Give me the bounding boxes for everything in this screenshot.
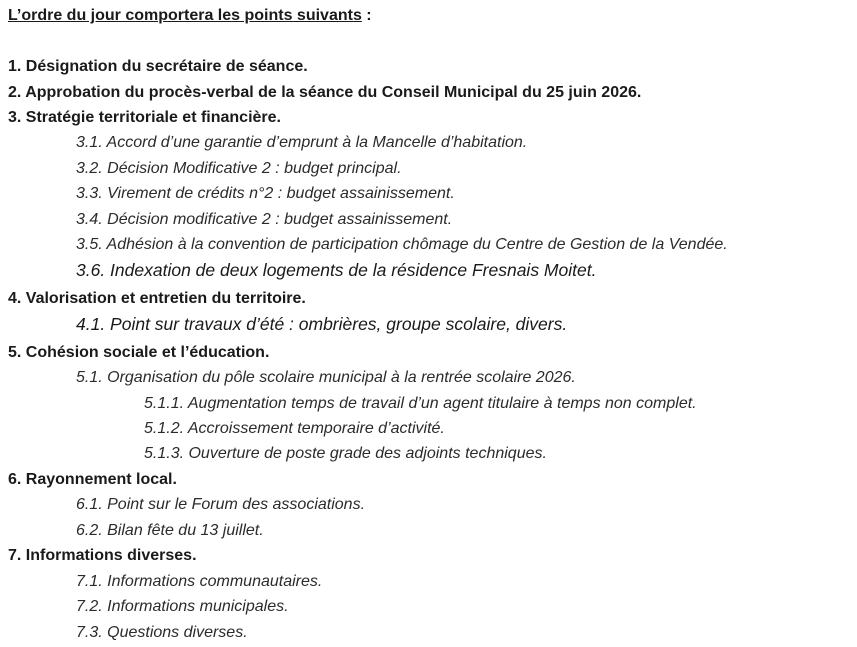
agenda-item-5: 5. Cohésion sociale et l’éducation. [8, 344, 270, 361]
agenda-item-3: 3. Stratégie territoriale et financière. [8, 109, 281, 126]
agenda-subitem-3-6: 3.6. Indexation de deux logements de la résidence Fresnais Moitet. [76, 260, 597, 280]
agenda-item-2: 2. Approbation du procès-verbal de la séance du Conseil Municipal du 25 juin 2026. [8, 84, 642, 101]
agenda-heading-text: L’ordre du jour comportera les points suivants [8, 7, 362, 24]
agenda-item-1: 1. Désignation du secrétaire de séance. [8, 58, 308, 75]
agenda-item-6: 6. Rayonnement local. [8, 471, 177, 488]
agenda-subitem-5-1-2: 5.1.2. Accroissement temporaire d’activité. [144, 420, 445, 437]
agenda-subitem-6-2: 6.2. Bilan fête du 13 juillet. [76, 522, 264, 539]
agenda-item-7: 7. Informations diverses. [8, 547, 197, 564]
agenda-subitem-7-1: 7.1. Informations communautaires. [76, 573, 323, 590]
agenda-subitem-5-1-3: 5.1.3. Ouverture de poste grade des adjoints techniques. [144, 445, 547, 462]
agenda-heading [8, 7, 372, 25]
agenda-subitem-3-5: 3.5. Adhésion à la convention de participation chômage du Centre de Gestion de la Vendée. [76, 236, 728, 253]
agenda-subitem-3-3: 3.3. Virement de crédits n°2 : budget assainissement. [76, 185, 455, 202]
agenda-subitem-3-1: 3.1. Accord d’une garantie d’emprunt à la Mancelle d’habitation. [76, 134, 528, 151]
agenda-heading-suffix: : [361, 7, 372, 24]
agenda-subitem-5-1-1: 5.1.1. Augmentation temps de travail d’un agent titulaire à temps non complet. [144, 395, 697, 412]
agenda-subitem-6-1: 6.1. Point sur le Forum des associations. [76, 496, 366, 513]
agenda-subitem-7-2: 7.2. Informations municipales. [76, 598, 289, 615]
agenda-subitem-3-4: 3.4. Décision modificative 2 : budget assainissement. [76, 211, 453, 228]
agenda-subitem-3-2: 3.2. Décision Modificative 2 : budget principal. [76, 160, 402, 177]
agenda-subitem-5-1: 5.1. Organisation du pôle scolaire municipal à la rentrée scolaire 2026. [76, 369, 576, 386]
agenda-item-4: 4. Valorisation et entretien du territoire. [8, 290, 306, 307]
agenda-subitem-7-3: 7.3. Questions diverses. [76, 624, 248, 641]
agenda-subitem-4-1: 4.1. Point sur travaux d’été : ombrières, groupe scolaire, divers. [76, 314, 568, 334]
